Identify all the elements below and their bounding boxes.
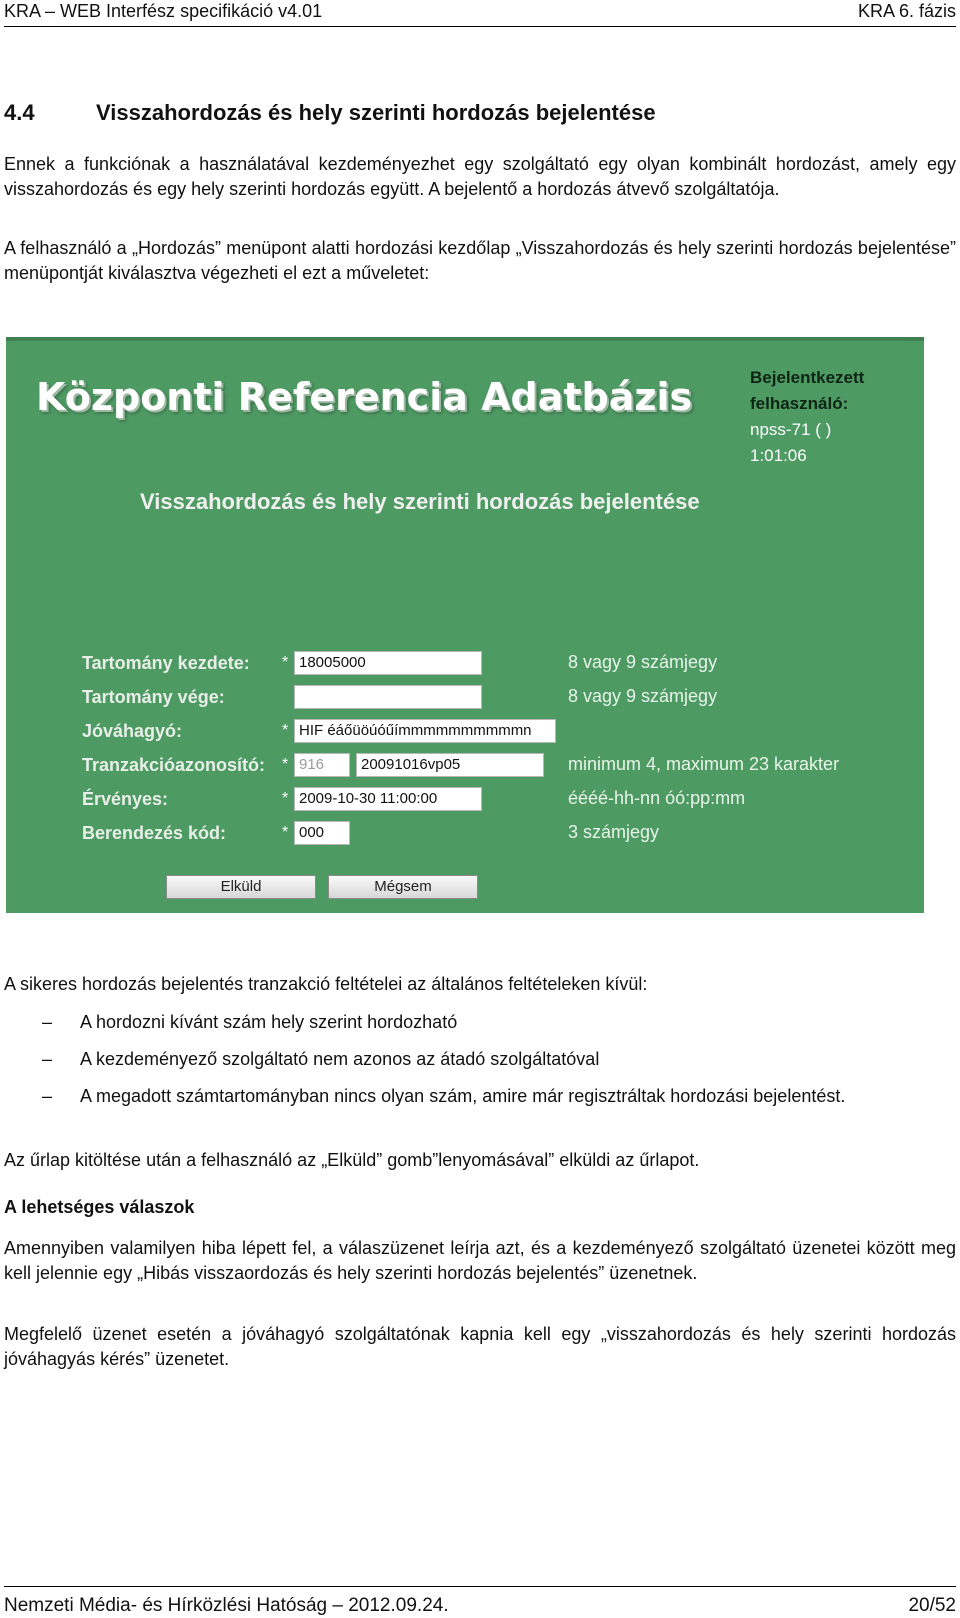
equipment-code-input[interactable]: 000: [294, 821, 350, 845]
field-row-transaction-id: [82, 751, 544, 779]
transaction-id-hint: minimum 4, maximum 23 karakter: [568, 754, 840, 774]
list-item: [4, 1010, 956, 1035]
list-item: [4, 1084, 956, 1109]
section-title: Visszahordozás és hely szerinti hordozás bejelentése: [96, 100, 656, 125]
logged-in-user-box: [750, 365, 864, 469]
field-row-range-end: [82, 683, 482, 711]
range-end-input[interactable]: [294, 685, 482, 709]
list-item: [4, 1047, 956, 1072]
required-star: *: [282, 824, 289, 841]
form-submit-note: Az űrlap kitöltése után a felhasználó az „Elküld” gomb”lenyomásával” elküldi az űrlapot.: [4, 1150, 700, 1170]
section-heading: [4, 100, 656, 126]
required-star: *: [282, 722, 289, 739]
submit-button[interactable]: Elküld: [166, 875, 316, 899]
approver-label: Jóváhagyó:: [82, 720, 183, 741]
dash-marker: –: [42, 1086, 53, 1106]
intro-paragraph-1: Ennek a funkciónak a használatával kezdeményezhet egy szolgáltató egy olyan kombinált hordozást, amely egy visszahordozás és egy hely szerinti hordozás együtt. A bejelentő a hordozás átvevő szolgáltatója.: [4, 154, 956, 199]
responses-paragraph-1: Amennyiben valamilyen hiba lépett fel, a válaszüzenet leírja azt, és a kezdeményező szolgáltató üzenetei között meg kell jelennie egy „Hibás visszaordozás és hely szerinti hordozás bejelentés” üzenetnek.: [4, 1238, 956, 1283]
section-number: 4.4: [4, 100, 35, 125]
required-star: *: [282, 756, 289, 773]
list-item-text: A megadott számtartományban nincs olyan szám, amire már regisztráltak hordozási bejelentést.: [80, 1086, 846, 1106]
transaction-id-prefix: 916: [294, 753, 350, 777]
range-start-input[interactable]: 18005000: [294, 651, 482, 675]
field-row-equipment-code: [82, 819, 350, 847]
page-header: [4, 0, 956, 27]
list-item-text: A hordozni kívánt szám hely szerint hordozható: [80, 1012, 458, 1032]
dash-marker: –: [42, 1049, 53, 1069]
footer-authority-date: Nemzeti Média- és Hírközlési Hatóság – 2012.09.24.: [4, 1595, 449, 1616]
field-row-range-start: [82, 649, 482, 677]
session-timer: 1:01:06: [750, 446, 807, 465]
kra-screenshot-panel: [6, 337, 924, 913]
transaction-id-input[interactable]: 20091016vp05: [356, 753, 544, 777]
valid-label: Érvényes:: [82, 788, 169, 809]
range-end-label: Tartomány vége:: [82, 686, 225, 707]
field-row-approver: [82, 717, 556, 745]
intro-paragraph-2: A felhasználó a „Hordozás” menüpont alatti hordozási kezdőlap „Visszahordozás és hely szerinti hordozás bejelentése” menüpontját kiválasztva végezheti el ezt a műveletet:: [4, 238, 956, 283]
dash-marker: –: [42, 1012, 53, 1032]
header-phase: KRA 6. fázis: [857, 1, 956, 21]
valid-hint: éééé-hh-nn óó:pp:mm: [568, 788, 746, 808]
required-star: *: [282, 654, 289, 671]
range-end-hint: 8 vagy 9 számjegy: [568, 686, 718, 706]
form-title: Visszahordozás és hely szerinti hordozás bejelentése: [140, 489, 700, 514]
responses-heading: A lehetséges válaszok: [4, 1197, 195, 1217]
field-row-valid: [82, 785, 482, 813]
equipment-code-label: Berendezés kód:: [82, 822, 227, 843]
required-star: *: [282, 790, 289, 807]
responses-paragraph-2: Megfelelő üzenet esetén a jóváhagyó szolgáltatónak kapnia kell egy „visszahordozás és hely szerinti hordozás jóváhagyás kérés” üzenetet.: [4, 1324, 956, 1369]
header-document-title: KRA – WEB Interfész specifikáció v4.01: [4, 1, 323, 21]
list-item-text: A kezdeményező szolgáltató nem azonos az átadó szolgáltatóval: [80, 1049, 600, 1069]
range-start-label: Tartomány kezdete:: [82, 652, 250, 673]
transaction-id-label: Tranzakcióazonosító:: [82, 754, 266, 775]
conditions-intro: A sikeres hordozás bejelentés tranzakció feltételei az általános feltételeken kívül:: [4, 974, 648, 994]
user-name: npss-71 ( ): [750, 420, 832, 439]
range-start-hint: 8 vagy 9 számjegy: [568, 652, 718, 672]
user-label-line-2: felhasználó:: [750, 394, 849, 413]
cancel-button[interactable]: Mégsem: [328, 875, 478, 899]
approver-select[interactable]: HIF éáőüöúóűímmmmmmmmmmn: [294, 719, 556, 743]
page-number: 20/52: [908, 1595, 956, 1616]
user-label-line-1: Bejelentkezett: [750, 368, 865, 387]
equipment-code-hint: 3 számjegy: [568, 822, 660, 842]
app-logo: Központi Referencia Adatbázis: [36, 375, 693, 419]
valid-datetime-input[interactable]: 2009-10-30 11:00:00: [294, 787, 482, 811]
page-footer: [4, 1586, 956, 1617]
